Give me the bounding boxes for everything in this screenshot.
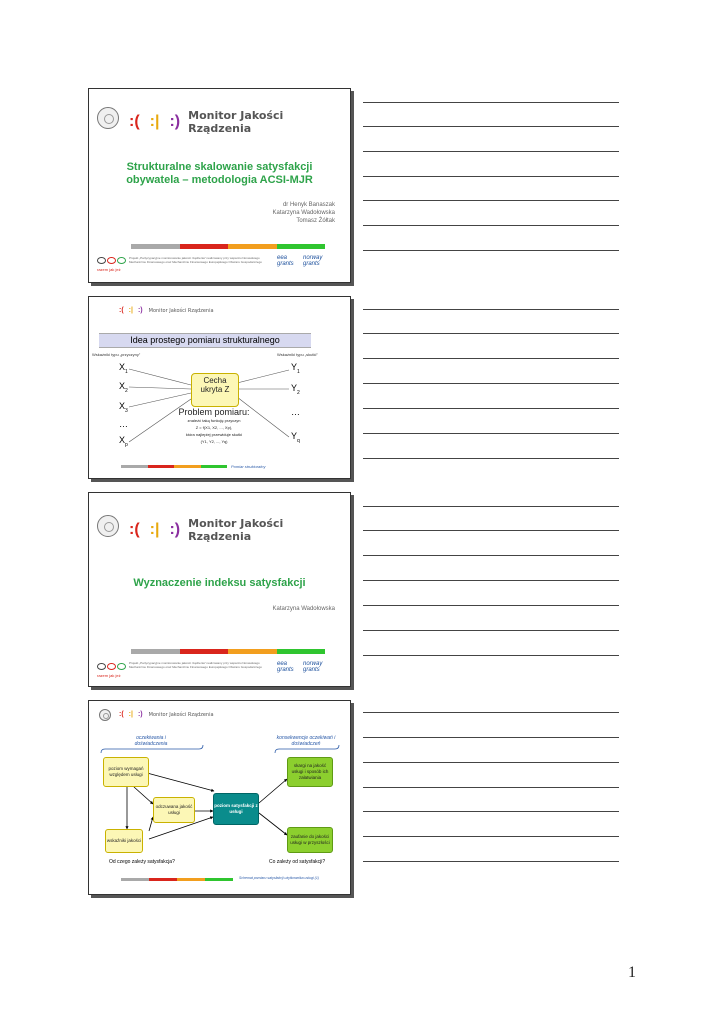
section-band: Idea prostego pomiaru strukturalnego bbox=[99, 333, 311, 348]
brand-name: Monitor Jakości Rządzenia bbox=[148, 711, 214, 718]
note-line bbox=[363, 555, 619, 556]
neutral-face-icon: :| bbox=[149, 113, 160, 130]
logo-row bbox=[129, 517, 350, 543]
authors bbox=[273, 201, 335, 225]
problem-block bbox=[159, 407, 269, 445]
project-footer: Projekt „Partycypacyjne monitorowanie jakości rządzenia” realizowany przy wsparciu Norweskiego Mechanizmu Finansowego oraz Mechanizmu Finansowego Europejskiego Obszaru Gospodarczego bbox=[129, 256, 262, 264]
brand-name: Monitor Jakości Rządzenia bbox=[148, 307, 214, 314]
eea-grants-logo: eea grants bbox=[277, 255, 294, 267]
author bbox=[273, 605, 335, 613]
trust-node: zaufanie do jakości usługi w przyszłości bbox=[287, 827, 333, 853]
expectations-note: oczekiwania i doświadczenia bbox=[134, 735, 168, 747]
slide-4 bbox=[88, 700, 351, 895]
note-line bbox=[363, 102, 619, 103]
slide-1 bbox=[88, 88, 351, 283]
rings-logo-icon bbox=[97, 257, 126, 264]
title-line-2: obywatela – metodologia ACSI-MJR bbox=[126, 174, 313, 186]
note-line bbox=[363, 433, 619, 434]
happy-face-icon: :) bbox=[169, 113, 181, 130]
author-2: Katarzyna Wadołowska bbox=[272, 210, 335, 216]
norway-grants-logo: norway grants bbox=[303, 255, 323, 267]
var-yq: $Y_q$ bbox=[291, 431, 300, 444]
problem-line-4: (Y1, Y2, ..., Yq) bbox=[200, 439, 228, 444]
perceived-quality-node: odczuwana jakość usługi bbox=[153, 797, 195, 823]
title-line-1: Strukturalne skalowanie satysfakcji bbox=[126, 161, 313, 173]
sad-face-icon: :( bbox=[129, 113, 140, 130]
note-line bbox=[363, 250, 619, 251]
note-line bbox=[363, 225, 619, 226]
note-line bbox=[363, 811, 619, 812]
note-line bbox=[363, 712, 619, 713]
note-line bbox=[363, 580, 619, 581]
note-line bbox=[363, 737, 619, 738]
problem-line-1: znaleźć taką funkcję przyczyn bbox=[187, 418, 241, 423]
happy-face-icon: :) bbox=[169, 521, 181, 538]
slide-title bbox=[99, 161, 340, 187]
note-line bbox=[363, 309, 619, 310]
note-line bbox=[363, 630, 619, 631]
note-line bbox=[363, 408, 619, 409]
project-footer: Projekt „Partycypacyjne monitorowanie jakości rządzenia” realizowany przy wsparciu Norweskiego Mechanizmu Finansowego oraz Mechanizmu Finansowego Europejskiego Obszaru Gospodarczego bbox=[129, 661, 262, 669]
slide-3 bbox=[88, 492, 351, 687]
note-line bbox=[363, 200, 619, 201]
note-line bbox=[363, 506, 619, 507]
happy-face-icon: :) bbox=[137, 307, 143, 314]
var-x2: $X_2$ bbox=[119, 381, 128, 394]
color-bar bbox=[131, 649, 325, 654]
page-number: 1 bbox=[628, 964, 636, 981]
note-line bbox=[363, 358, 619, 359]
note-line bbox=[363, 762, 619, 763]
slide-caption: Schemat pomiaru satysfakcji użytkownika usługi (1) bbox=[239, 876, 319, 880]
neutral-face-icon: :| bbox=[128, 307, 133, 314]
author-1: dr Henyk Banaszak bbox=[282, 202, 335, 208]
problem-title: Problem pomiaru: bbox=[178, 407, 250, 417]
note-line bbox=[363, 458, 619, 459]
question-left: Od czego zależy satysfakcja? bbox=[109, 859, 175, 865]
logo-row bbox=[129, 109, 350, 135]
norway-grants-logo: norway grants bbox=[303, 661, 323, 673]
note-line bbox=[363, 333, 619, 334]
left-indicators-label: Wskaźniki typu „przyczyny” bbox=[92, 352, 141, 357]
requirements-node: poziom wymagań względem usługi bbox=[103, 757, 149, 787]
latent-trait-box: Cecha ukryta Z bbox=[191, 373, 239, 407]
brand-name: Monitor Jakości Rządzenia bbox=[188, 109, 284, 135]
var-xp: $X_p$ bbox=[119, 435, 128, 448]
happy-face-icon: :) bbox=[137, 711, 143, 718]
note-line bbox=[363, 383, 619, 384]
satisfaction-node: poziom satysfakcji z usługi bbox=[213, 793, 259, 825]
quality-indicators-node: wskaźniki jakości bbox=[105, 829, 143, 853]
sad-face-icon: :( bbox=[129, 521, 140, 538]
note-line bbox=[363, 836, 619, 837]
sad-face-icon: :( bbox=[119, 711, 124, 718]
color-bar bbox=[131, 244, 325, 249]
right-indicators-label: Wskaźniki typu „skutki” bbox=[277, 352, 318, 357]
problem-line-3: która najlepiej przewiduje skutki bbox=[185, 432, 243, 437]
color-bar bbox=[121, 465, 227, 468]
color-bar bbox=[121, 878, 233, 881]
var-y2: $Y_2$ bbox=[291, 383, 300, 396]
note-line bbox=[363, 605, 619, 606]
problem-line-2: Z = f(X1, X2, ..., Xp), bbox=[195, 425, 233, 430]
note-line bbox=[363, 861, 619, 862]
neutral-face-icon: :| bbox=[128, 711, 133, 718]
university-seal-icon bbox=[97, 107, 119, 129]
complaints-node: skargi na jakość usługi i sposób ich załatwiania bbox=[287, 757, 333, 787]
eea-grants-logo: eea grants bbox=[277, 661, 294, 673]
brand-name: Monitor Jakości Rządzenia bbox=[188, 517, 284, 543]
note-line bbox=[363, 787, 619, 788]
rings-logo-icon bbox=[97, 663, 126, 670]
var-x3: $X_3$ bbox=[119, 401, 128, 414]
note-line bbox=[363, 530, 619, 531]
razem-label: razem jak jeż bbox=[97, 267, 121, 272]
slide-title: Wyznaczenie indeksu satysfakcji bbox=[133, 577, 306, 589]
slide-footer: Pomiar strukturalny bbox=[231, 464, 266, 469]
author-3: Tomasz Żółtak bbox=[296, 218, 335, 224]
var-xdots: … bbox=[119, 419, 128, 429]
author-1: Katarzyna Wadołowska bbox=[272, 606, 335, 612]
university-seal-icon bbox=[97, 515, 119, 537]
note-line bbox=[363, 176, 619, 177]
neutral-face-icon: :| bbox=[149, 521, 160, 538]
var-x1: $X_1$ bbox=[119, 362, 128, 375]
consequences-note: konsekwencje oczekiwań i doświadczeń bbox=[276, 735, 336, 747]
razem-label: razem jak jeż bbox=[97, 673, 121, 678]
sad-face-icon: :( bbox=[119, 307, 124, 314]
note-line bbox=[363, 655, 619, 656]
var-y1: $Y_1$ bbox=[291, 362, 300, 375]
note-line bbox=[363, 126, 619, 127]
note-line bbox=[363, 151, 619, 152]
question-right: Co zależy od satysfakcji? bbox=[269, 859, 326, 865]
slide-2 bbox=[88, 296, 351, 479]
var-ydots: … bbox=[291, 407, 300, 417]
